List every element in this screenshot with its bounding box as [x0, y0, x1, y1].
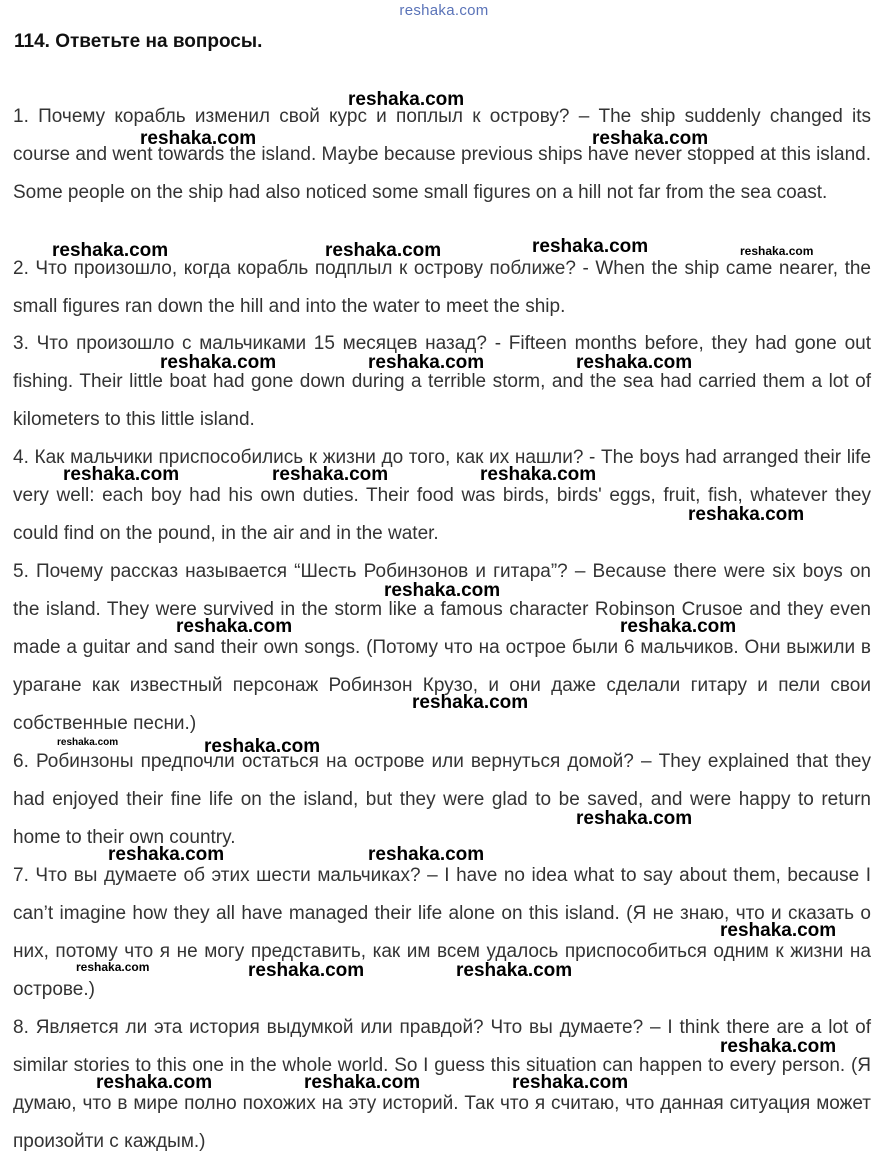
answer-text: - Fifteen months before, they had gone out fishing. Their little boat had gone down during a terrible storm, and the sea had carried them a lot of kilometers to this little island.: [13, 333, 872, 430]
question-text: Как мальчики приспособились к жизни до того, как их нашли?: [34, 447, 584, 468]
question-text: Почему рассказ называется “Шесть Робинзонов и гитара”?: [35, 561, 568, 582]
watermark: reshaka.com: [160, 352, 277, 373]
watermark: reshaka.com: [620, 616, 737, 637]
answer-text: – The ship suddenly changed its course and went towards the island. Maybe because previous ships have never stopped at this island. Some people on the ship had also noticed some small figures on a hill not far from the sea coast.: [13, 106, 872, 203]
watermark: reshaka.com: [108, 844, 225, 865]
question-number: 5.: [13, 561, 29, 582]
watermark: reshaka.com: [576, 808, 693, 829]
watermark: reshaka.com: [52, 240, 169, 261]
watermark: reshaka.com: [688, 504, 805, 525]
watermark: reshaka.com: [368, 844, 485, 865]
answer-translation: (Я не знаю, что и сказать о них, потому что я не могу представить, как им всем удалось приспособиться одним к жизни на острове.): [13, 903, 872, 1000]
watermark: reshaka.com: [384, 580, 501, 601]
watermark: reshaka.com: [325, 240, 442, 261]
answer-translation: (Потому что на острое были 6 мальчиков. Они выжили в урагане как известный персонаж Робинзон Крузо, и они даже сделали гитару и пели свои собственные песни.): [13, 637, 871, 734]
answer-text: – I think there are a lot of similar stories to this one in the whole world. So I guess this situation can happen to every person.: [13, 1017, 871, 1076]
watermark: reshaka.com: [76, 960, 150, 974]
watermark: reshaka.com: [512, 1072, 629, 1093]
question-text: Что вы думаете об этих шести мальчиках?: [35, 865, 421, 886]
watermark: reshaka.com: [412, 692, 529, 713]
watermark: reshaka.com: [720, 1036, 837, 1057]
answer-text: – Because there were six boys on the island. They were survived in the storm like a famous character Robinson Crusoe and they even made a guitar and sand their own songs.: [13, 561, 871, 658]
watermark: reshaka.com: [248, 960, 365, 981]
question-3: [13, 325, 871, 439]
task-title: 114. Ответьте на вопросы.: [14, 31, 263, 52]
answer-text: - The boys had arranged their life very well: each boy had his own duties. Their food was birds, birds' eggs, fruit, fish, whatever they could find on the pound, in the air and in the water.: [13, 447, 872, 544]
watermark: reshaka.com: [576, 352, 693, 373]
answer-text: – I have no idea what to say about them, because I can’t imagine how they all have managed their life alone on this island.: [13, 865, 872, 924]
watermark: reshaka.com: [140, 128, 257, 149]
watermark: reshaka.com: [63, 464, 180, 485]
watermark: reshaka.com: [96, 1072, 213, 1093]
question-number: 1.: [13, 106, 29, 127]
question-1: [13, 98, 871, 212]
question-4: [13, 439, 871, 553]
question-number: 6.: [13, 751, 29, 772]
watermark: reshaka.com: [348, 89, 465, 110]
watermark: reshaka.com: [304, 1072, 421, 1093]
question-number: 3.: [13, 333, 29, 354]
question-text: Что произошло с мальчиками 15 месяцев назад?: [36, 333, 487, 354]
question-text: Что произошло, когда корабль подплыл к острову поближе?: [35, 258, 576, 279]
site-header-watermark: reshaka.com: [399, 2, 489, 19]
question-text: Является ли эта история выдумкой или правдой? Что вы думаете?: [35, 1017, 644, 1038]
question-number: 2.: [13, 258, 29, 279]
question-text: Почему корабль изменил свой курс и поплыл к острову?: [38, 106, 570, 127]
watermark: reshaka.com: [272, 464, 389, 485]
question-number: 8.: [13, 1017, 29, 1038]
watermark: reshaka.com: [368, 352, 485, 373]
watermark: reshaka.com: [592, 128, 709, 149]
question-6: [13, 743, 871, 857]
question-number: 4.: [13, 447, 29, 468]
watermark: reshaka.com: [720, 920, 837, 941]
watermark: reshaka.com: [532, 236, 649, 257]
watermark: reshaka.com: [740, 244, 814, 258]
watermark: reshaka.com: [204, 736, 321, 757]
answer-text: – They explained that they had enjoyed their fine life on the island, but they were glad to be saved, and were happy to return home to their own country.: [13, 751, 872, 848]
answer-text: - When the ship came nearer, the small figures ran down the hill and into the water to meet the ship.: [13, 258, 871, 317]
question-number: 7.: [13, 865, 29, 886]
watermark: reshaka.com: [57, 737, 119, 748]
watermark: reshaka.com: [456, 960, 573, 981]
watermark: reshaka.com: [480, 464, 597, 485]
answer-translation: (Я думаю, что в мире полно похожих на эту историй. Так что я считаю, что данная ситуация может произойти с каждым.): [13, 1055, 871, 1152]
question-text: Робинзоны предпочли остаться на острове или вернуться домой?: [35, 751, 634, 772]
watermark: reshaka.com: [176, 616, 293, 637]
